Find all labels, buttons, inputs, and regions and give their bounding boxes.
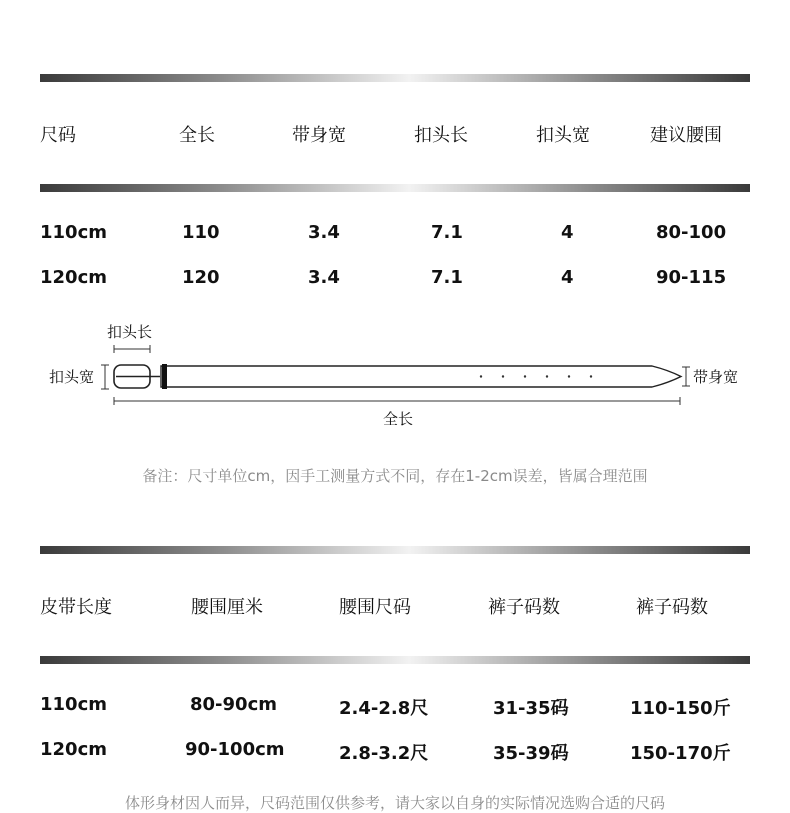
t1-r1-waist: 80-100 xyxy=(656,222,727,243)
t2-r2-belt-length: 120cm xyxy=(40,739,107,760)
divider-top xyxy=(40,74,750,82)
t1-header-size: 尺码 xyxy=(40,125,76,146)
t2-r2-pants-weight: 150-170斤 xyxy=(630,743,731,764)
t1-header-strap-width: 带身宽 xyxy=(292,125,346,146)
buckle-length-label: 扣头长 xyxy=(107,323,153,341)
t1-r2-size: 120cm xyxy=(40,267,107,288)
t2-r1-pants-size: 31-35码 xyxy=(493,698,569,719)
t2-r1-belt-length: 110cm xyxy=(40,694,107,715)
t1-r2-strap-width: 3.4 xyxy=(308,267,340,288)
measurement-note: 备注：尺寸单位cm，因手工测量方式不同，存在1-2cm误差，皆属合理范围 xyxy=(142,467,648,485)
t2-header-pants-weight: 裤子码数 xyxy=(636,597,708,618)
t1-r2-waist: 90-115 xyxy=(656,267,727,288)
divider-t2-top xyxy=(40,546,750,554)
t1-r1-size: 110cm xyxy=(40,222,107,243)
t1-header-buckle-length: 扣头长 xyxy=(414,125,468,146)
t2-header-waist-size: 腰围尺码 xyxy=(339,597,411,618)
t2-header-belt-length: 皮带长度 xyxy=(40,597,112,618)
t2-r2-pants-size: 35-39码 xyxy=(493,743,569,764)
t1-r1-buckle-length: 7.1 xyxy=(431,222,463,243)
divider-t2-header xyxy=(40,656,750,664)
t2-r1-waist-size: 2.4-2.8尺 xyxy=(339,698,429,719)
size-disclaimer: 体形身材因人而异，尺码范围仅供参考，请大家以自身的实际情况选购合适的尺码 xyxy=(124,794,665,812)
t1-header-total-length: 全长 xyxy=(179,125,215,146)
t1-r1-buckle-width: 4 xyxy=(561,222,574,243)
t1-r2-total-length: 120 xyxy=(182,267,220,288)
t1-r2-buckle-width: 4 xyxy=(561,267,574,288)
t2-r1-waist-cm: 80-90cm xyxy=(190,694,277,715)
t2-r1-pants-weight: 110-150斤 xyxy=(630,698,731,719)
t2-header-waist-cm: 腰围厘米 xyxy=(191,597,263,618)
t1-header-buckle-width: 扣头宽 xyxy=(536,125,590,146)
strap-width-label: 带身宽 xyxy=(693,368,739,386)
t2-r2-waist-cm: 90-100cm xyxy=(185,739,285,760)
buckle-width-label: 扣头宽 xyxy=(49,368,95,386)
t1-header-waist: 建议腰围 xyxy=(650,125,722,146)
t1-r1-total-length: 110 xyxy=(182,222,220,243)
divider-t1-header xyxy=(40,184,750,192)
t1-r2-buckle-length: 7.1 xyxy=(431,267,463,288)
t2-header-pants-size: 裤子码数 xyxy=(488,597,560,618)
t1-r1-strap-width: 3.4 xyxy=(308,222,340,243)
total-length-label: 全长 xyxy=(383,410,414,428)
t2-r2-waist-size: 2.8-3.2尺 xyxy=(339,743,429,764)
